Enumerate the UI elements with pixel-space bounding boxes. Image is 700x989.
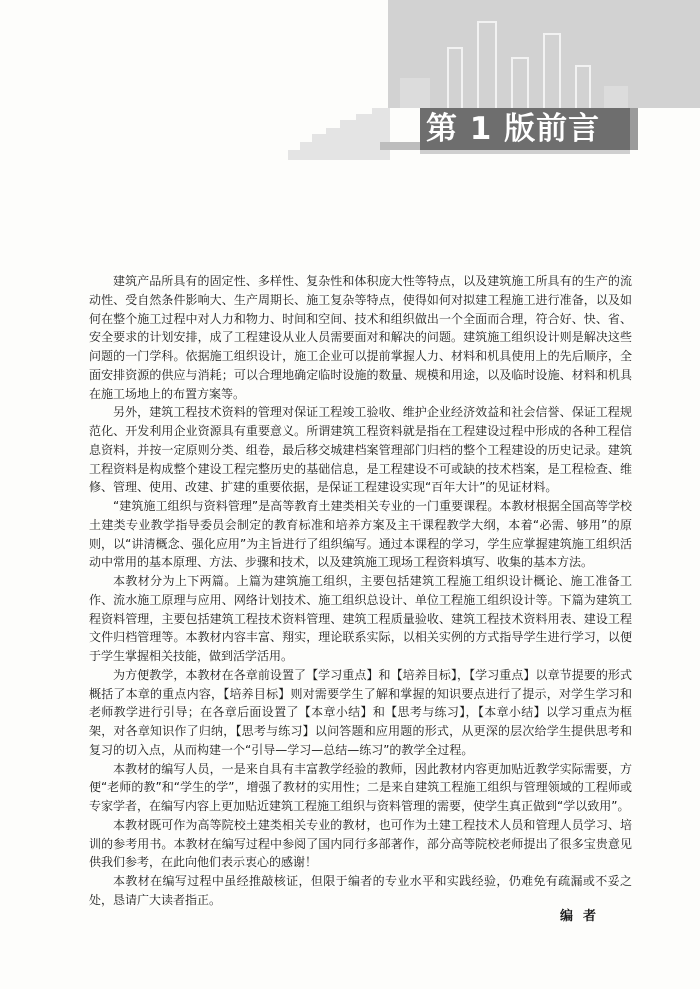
paragraph: “建筑施工组织与资料管理”是高等教育土建类相关专业的一门重要课程。本教材根据全国高等学校土建类专业教学指导委员会制定的教育标准和培养方案及主干课程教学大纲，本着“必需、够用”的原则，以“讲清概念、强化应用”为主旨进行了组织编写。通过本课程的学习，学生应掌握建筑施工组织活动中常用的基本原理、方法、步骤和技术，以及建筑施工现场工程资料填写、收集的基本方法。 bbox=[89, 499, 632, 570]
author-signature: 编者 bbox=[560, 909, 607, 924]
paragraph: 建筑产品所具有的固定性、多样性、复杂性和体积庞大性等特点，以及建筑施工所具有的生产的流动性、受自然条件影响大、生产周期长、施工复杂等特点，使得如何对拟建工程施工进行准备，以及如何在整个施工过程中对人力和物力、时间和空间、技术和组织做出一个全面而合理，符合好、快、省、安全要求的计划安排，成了工程建设从业人员需要面对和解决的问题。建筑施工组织设计则是解决这些问题的一门学科。依据施工组织设计，施工企业可以提前掌握人力、材料和机具使用上的先后顺序，全面安排资源的供应与消耗；可以合理地确定临时设施的数量、规模和用途，以及临时设施、材料和机具在施工场地上的布置方案等。 bbox=[89, 274, 632, 401]
paragraph: 本教材在编写过程中虽经推敲核证，但限于编者的专业水平和实践经验，仍难免有疏漏或不妥之处，恳请广大读者指正。 bbox=[89, 874, 632, 907]
preface-body bbox=[89, 272, 632, 910]
chapter-title: 第 1 版前言 bbox=[426, 111, 601, 147]
paragraph: 为方便教学，本教材在各章前设置了【学习重点】和【培养目标】，【学习重点】以章节提要的形式概括了本章的重点内容，【培养目标】则对需要学生了解和掌握的知识要点进行了提示，对学生学习和老师教学进行引导；在各章后面设置了【本章小结】和【思考与练习】，【本章小结】以学习重点为框架，对各章知识作了归纳，【思考与练习】以问答题和应用题的形式，从更深的层次给学生提供思考和复习的切入点，从而构建一个“引导—学习—总结—练习”的教学全过程。 bbox=[89, 667, 632, 757]
paragraph: 本教材分为上下两篇。上篇为建筑施工组织，主要包括建筑工程施工组织设计概论、施工准备工作、流水施工原理与应用、网络计划技术、施工组织总设计、单位工程施工组织设计等。下篇为建筑工程资料管理，主要包括建筑工程技术资料管理、建筑工程质量验收、建筑工程技术资料用表、建设工程文件归档管理等。本教材内容丰富、翔实，理论联系实际，以相关实例的方式指导学生进行学习，以便于学生掌握相关技能，做到活学活用。 bbox=[89, 574, 632, 663]
paragraph: 另外，建筑工程技术资料的管理对保证工程竣工验收、维护企业经济效益和社会信誉、保证工程规范化、开发利用企业资源具有重要意义。所谓建筑工程资料就是指在工程建设过程中形成的各种工程信息资料，并按一定原则分类、组卷，最后移交城建档案管理部门归档的整个工程建设的历史记录。建筑工程资料是构成整个建设工程完整历史的基础信息，是工程建设不可或缺的技术档案，是工程检查、维修、管理、使用、改建、扩建的重要依据，是保证工程建设实现“百年大计”的见证材料。 bbox=[89, 405, 632, 495]
paragraph: 本教材既可作为高等院校土建类相关专业的教材，也可作为土建工程技术人员和管理人员学习、培训的参考用书。本教材在编写过程中参阅了国内同行多部著作，部分高等院校老师提出了很多宝贵意见供我们参考，在此向他们表示衷心的感谢！ bbox=[89, 817, 632, 870]
paragraph: 本教材的编写人员，一是来自具有丰富教学经验的教师，因此教材内容更加贴近教学实际需要，方便“老师的教”和“学生的学”，增强了教材的实用性；二是来自建筑工程施工组织与管理领域的工程师或专家学者，在编写内容上更加贴近建筑工程施工组织与资料管理的需要，使学生真正做到“学以致用”。 bbox=[89, 761, 632, 813]
